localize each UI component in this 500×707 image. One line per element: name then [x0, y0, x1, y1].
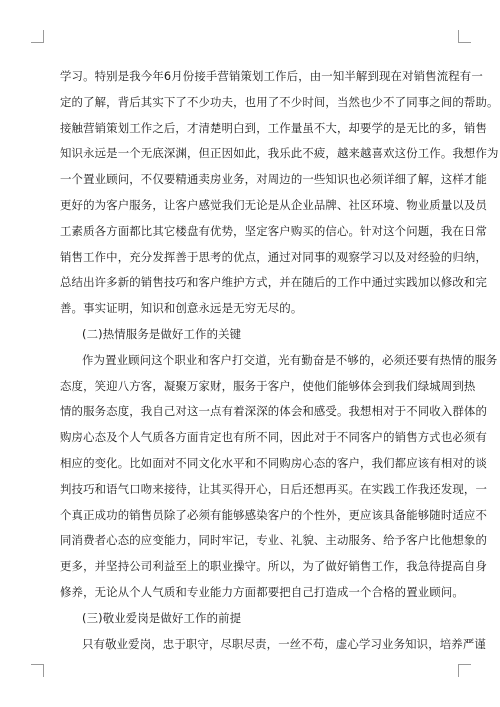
text-line: 更多，并坚持公司利益至上的职业操守。所以，为了做好销售工作，我急待提高自身	[60, 559, 488, 574]
crop-mark-bottom-left	[31, 664, 44, 677]
text-line: 情的服务态度，我自己对这一点有着深深的体会和感受。我想相对于不同收入群体的	[60, 404, 488, 419]
text-line: 作为置业顾问这个职业和客户打交道，光有勤奋是不够的，必须还要有热情的服务	[82, 352, 498, 367]
text-line: 更好的为客户服务，让客户感觉我们无论是从企业品牌、社区环境、物业质量以及员	[60, 197, 488, 212]
text-line: 同消费者心态的应变能力，同时牢记，专业、礼貌、主动服务、给予客户比他想象的	[60, 533, 488, 548]
text-line: 相应的变化。比如面对不同文化水平和不同购房心态的客户，我们都应该有相对的谈	[60, 455, 488, 470]
text-line: 判技巧和语气口吻来接待，让其买得开心，日后还想再买。在实践工作我还发现，一	[60, 481, 488, 496]
text-line: 学习。特别是我今年6月份接手营销策划工作后，由一知半解到现在对销售流程有一	[60, 69, 483, 83]
crop-mark-top-left	[31, 30, 44, 43]
section-heading: (三)敬业爱岗是做好工作的前提	[82, 610, 242, 625]
text-line: 修养，无论从个人气质和专业能力方面都要把自己打造成一个合格的置业顾问。	[60, 584, 464, 599]
text-line: 知识永远是一个无底深渊，但正因如此，我乐此不疲，越来越喜欢这份工作。我想作为	[60, 146, 499, 161]
section-heading: (二)热情服务是做好工作的关键	[82, 326, 242, 341]
document-body	[60, 64, 499, 657]
text-line: 工素质各方面都比其它楼盘有优势，坚定客户购买的信心。针对这个问题，我在日常	[60, 223, 488, 238]
text-line: 销售工作中，充分发挥善于思考的优点，通过对同事的观察学习以及对经验的归纳，	[60, 249, 488, 264]
text-line: 购房心态及个人气质各方面肯定也有所不同，因此对于不同客户的销售方式也必须有	[60, 430, 488, 445]
text-line: 态度，笑迎八方客，凝聚万家财，服务于客户，使他们能够体会到我们绿城周到热	[60, 378, 476, 393]
text-line: 定的了解，背后其实下了不少功夫，也用了不少时间，当然也少不了同事之间的帮助。	[60, 94, 499, 109]
text-line: 只有敬业爱岗，忠于职守，尽职尽责，一丝不苟，虚心学习业务知识，培养严谨	[82, 636, 486, 651]
text-line: 一个置业顾问，不仅要精通卖房业务，对周边的一些知识也必须详细了解，这样才能	[60, 172, 488, 187]
crop-mark-bottom-right	[458, 664, 471, 677]
text-line: 善。事实证明，知识和创意永远是无穷无尽的。	[60, 301, 303, 316]
crop-mark-top-right	[458, 30, 471, 43]
text-line: 个真正成功的销售员除了必须有能够感染客户的个性外，更应该具备能够随时适应不	[60, 507, 488, 522]
text-line: 接触营销策划工作之后，才清楚明白到，工作量虽不大，却要学的是无比的多，销售	[60, 120, 488, 135]
text-line: 总结出许多新的销售技巧和客户维护方式，并在随后的工作中通过实践加以修改和完	[60, 275, 488, 290]
